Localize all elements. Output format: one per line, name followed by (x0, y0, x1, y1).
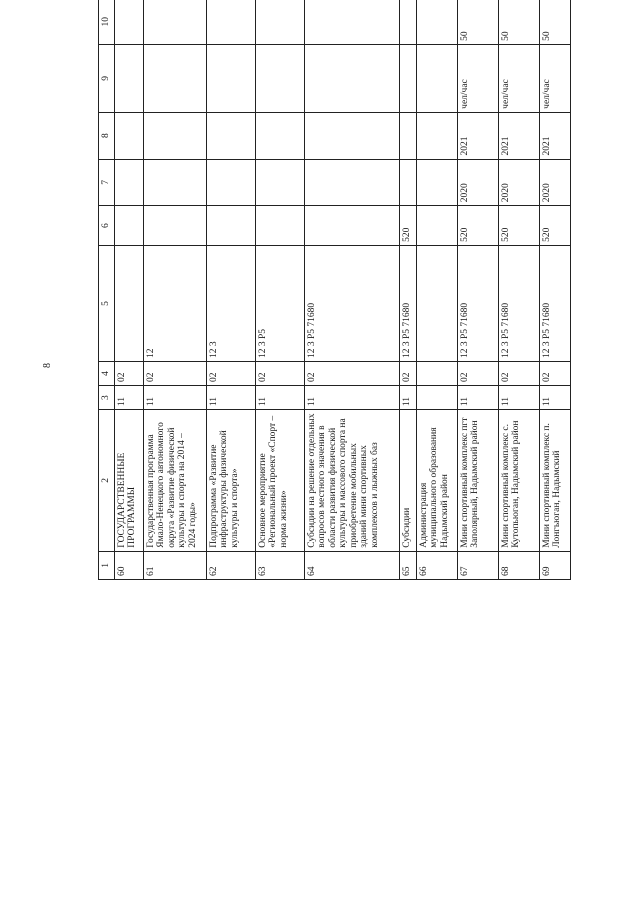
table-cell-c5: 12 3 P5 71680 (399, 245, 416, 361)
table-cell-c7 (206, 159, 255, 206)
column-header: 1 (99, 551, 115, 579)
table-cell-c4: 02 (143, 361, 206, 385)
table-cell-c10 (114, 0, 143, 44)
table-cell-c10 (399, 0, 416, 44)
column-header: 10 (99, 0, 115, 44)
table-cell-c10 (206, 0, 255, 44)
table-cell-c6: 520 (399, 206, 416, 246)
table-cell-c4: 02 (539, 361, 570, 385)
column-header: 8 (99, 112, 115, 159)
table-cell-c6: 520 (457, 206, 498, 246)
table-cell-c3: 11 (206, 386, 255, 410)
table-cell-c5 (114, 245, 143, 361)
table-cell-c7 (114, 159, 143, 206)
budget-table (98, 0, 571, 580)
table-row (143, 0, 206, 580)
table-cell-c10 (416, 0, 457, 44)
table-cell-c6: 520 (498, 206, 539, 246)
table-cell-c8: 2021 (498, 112, 539, 159)
column-header: 6 (99, 206, 115, 246)
table-cell-c6 (304, 206, 399, 246)
table-row (416, 0, 457, 580)
table-cell-c3: 11 (498, 386, 539, 410)
table-row (498, 0, 539, 580)
table-cell-c6 (143, 206, 206, 246)
table-cell-c5: 12 3 (206, 245, 255, 361)
table-row (539, 0, 570, 580)
column-header: 5 (99, 245, 115, 361)
table-cell-c4 (416, 361, 457, 385)
table-cell-c7: 2020 (498, 159, 539, 206)
table-cell-c8 (143, 112, 206, 159)
table-row (457, 0, 498, 580)
column-header: 3 (99, 386, 115, 410)
table-cell-c8 (206, 112, 255, 159)
table-cell-c8 (399, 112, 416, 159)
table-cell-c3: 11 (304, 386, 399, 410)
table-cell-c5: 12 (143, 245, 206, 361)
table-cell-c9 (416, 44, 457, 112)
table-cell-c5: 12 3 P5 (255, 245, 304, 361)
table-row (206, 0, 255, 580)
table-cell-n: 62 (206, 551, 255, 579)
table-cell-c9 (206, 44, 255, 112)
table-cell-name: Мини спортивный комплекс пгт Заполярный, Надымский район (457, 410, 498, 552)
table-cell-name: Основное мероприятие «Региональный проект «Спорт – норма жизни» (255, 410, 304, 552)
page-number: 8 (42, 363, 53, 368)
table-cell-c3: 11 (539, 386, 570, 410)
table-cell-c5: 12 3 P5 71680 (304, 245, 399, 361)
table-header-row (99, 0, 115, 580)
table-cell-c3: 11 (255, 386, 304, 410)
table-cell-c8: 2021 (539, 112, 570, 159)
table-cell-c6 (114, 206, 143, 246)
table-row (255, 0, 304, 580)
table-cell-c4: 02 (457, 361, 498, 385)
table-cell-c7: 2020 (457, 159, 498, 206)
table-cell-c10: 50 (457, 0, 498, 44)
table-cell-c9 (143, 44, 206, 112)
table-cell-name: Мини спортивный комплекс с. Кутопьюган, Надымский район (498, 410, 539, 552)
table-cell-c7 (143, 159, 206, 206)
table-cell-c6 (206, 206, 255, 246)
table-cell-c10: 50 (539, 0, 570, 44)
column-header: 9 (99, 44, 115, 112)
table-cell-c9 (114, 44, 143, 112)
table-cell-c10: 50 (498, 0, 539, 44)
table-cell-c4: 02 (206, 361, 255, 385)
table-cell-name: ГОСУДАРСТВЕННЫЕ ПРОГРАММЫ (114, 410, 143, 552)
table-cell-name: Мини спортивный комплекс п. Лонгъюган, Надымский (539, 410, 570, 552)
table-cell-name: Субсидии (399, 410, 416, 552)
table-cell-c3: 11 (399, 386, 416, 410)
table-cell-c5 (416, 245, 457, 361)
column-header: 7 (99, 159, 115, 206)
table-cell-c6 (255, 206, 304, 246)
table-cell-c7 (399, 159, 416, 206)
table-cell-c8 (114, 112, 143, 159)
table-cell-c4: 02 (114, 361, 143, 385)
table-cell-n: 65 (399, 551, 416, 579)
table-cell-c6: 520 (539, 206, 570, 246)
table-cell-c9: чел/час (457, 44, 498, 112)
budget-table-rotated (98, 0, 582, 580)
table-cell-c10 (143, 0, 206, 44)
table-cell-c7 (416, 159, 457, 206)
table-cell-n: 60 (114, 551, 143, 579)
table-row (304, 0, 399, 580)
table-cell-c8 (416, 112, 457, 159)
table-cell-c8 (255, 112, 304, 159)
table-cell-c5: 12 3 P5 71680 (457, 245, 498, 361)
table-cell-n: 64 (304, 551, 399, 579)
table-cell-c9: чел/час (539, 44, 570, 112)
table-cell-c4: 02 (498, 361, 539, 385)
table-row (399, 0, 416, 580)
column-header: 2 (99, 410, 115, 552)
table-cell-name: Государственная программа Ямало-Ненецкого автономного округа «Развитие физической культуры и спорта на 2014 – 2024 годы» (143, 410, 206, 552)
table-cell-c10 (255, 0, 304, 44)
table-cell-c4: 02 (255, 361, 304, 385)
table-cell-c5: 12 3 P5 71680 (498, 245, 539, 361)
table-cell-c7 (304, 159, 399, 206)
table-cell-name: Администрация муниципального образования Надымский район (416, 410, 457, 552)
table-cell-c3: 11 (114, 386, 143, 410)
table-cell-c8 (304, 112, 399, 159)
table-cell-c10 (304, 0, 399, 44)
table-cell-n: 61 (143, 551, 206, 579)
table-cell-c9: чел/час (498, 44, 539, 112)
table-cell-name: Подпрограмма «Развитие инфраструктуры физической культуры и спорта» (206, 410, 255, 552)
table-cell-c6 (416, 206, 457, 246)
table-row (114, 0, 143, 580)
table-cell-c8: 2021 (457, 112, 498, 159)
table-cell-c4: 02 (399, 361, 416, 385)
table-cell-c9 (399, 44, 416, 112)
table-cell-n: 68 (498, 551, 539, 579)
table-cell-n: 63 (255, 551, 304, 579)
table-cell-c9 (255, 44, 304, 112)
table-cell-name: Субсидии на решение отдельных вопросов местного значения в области развития физической культуры и массового спорта на приобретение мобильных зданий мини спортивных комплексов и лыжных баз (304, 410, 399, 552)
table-cell-c3 (416, 386, 457, 410)
table-cell-c7 (255, 159, 304, 206)
table-cell-n: 66 (416, 551, 457, 579)
table-cell-c9 (304, 44, 399, 112)
table-cell-c3: 11 (457, 386, 498, 410)
table-cell-c4: 02 (304, 361, 399, 385)
column-header: 4 (99, 361, 115, 385)
table-cell-c7: 2020 (539, 159, 570, 206)
table-cell-c3: 11 (143, 386, 206, 410)
table-cell-n: 69 (539, 551, 570, 579)
table-cell-c5: 12 3 P5 71680 (539, 245, 570, 361)
table-cell-n: 67 (457, 551, 498, 579)
